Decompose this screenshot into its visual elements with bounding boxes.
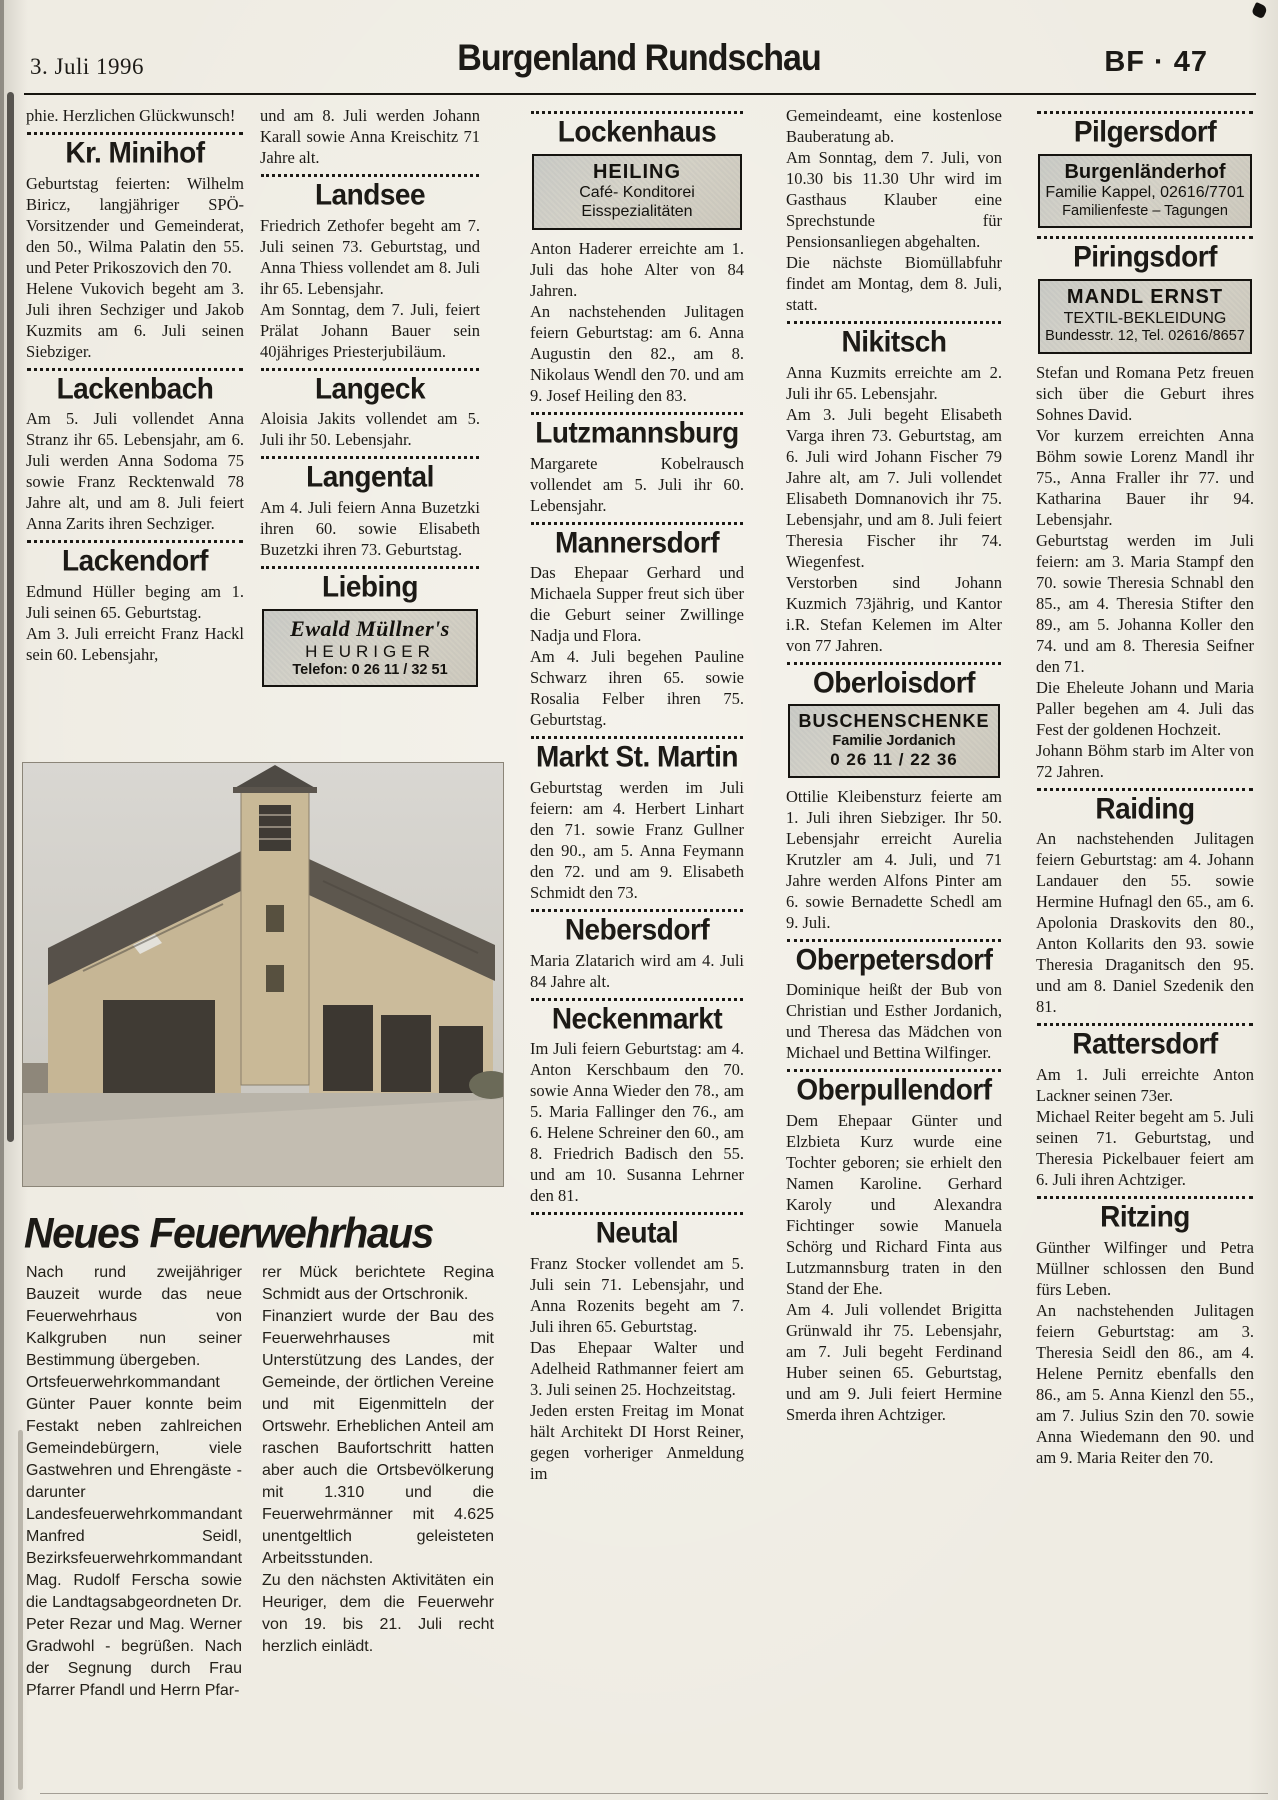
- paragraph: Dominique heißt der Bub von Christian und Esther Jordanich, und Theresa das Mädchen von Michael und Bettina Wilfinger.: [786, 980, 1002, 1063]
- dotted-divider: [1037, 111, 1253, 114]
- section-heading: Piringsdorf: [1073, 240, 1217, 274]
- paragraph: rer Mück berichtete Regina Schmidt aus der Ortschronik.: [262, 1264, 494, 1303]
- section-heading: Lockenhaus: [557, 115, 717, 148]
- section-heading: Pilgersdorf: [1073, 115, 1217, 148]
- ad-heiling: [532, 154, 742, 230]
- paragraph: Edmund Hüller beging am 1. Juli seinen 65. Geburtstag.: [26, 582, 244, 623]
- section-heading: Neckenmarkt: [551, 1001, 723, 1035]
- paragraph: Geburtstag werden im Juli feiern: am 4. Herbert Linhart den 71. sowie Franz Gullner den 90., am 5. Anna Feymann den 72. und am 9. Elisabeth Schmidt den 73.: [530, 778, 744, 903]
- dotted-divider: [27, 540, 243, 543]
- scan-spine-mark: [7, 92, 14, 1142]
- paragraph: Dem Ehepaar Günter und Elzbieta Kurz wurde eine Tochter geboren; sie erhielt den Namen Karoline. Gerhard Karoly und Alexandra Fichtinger sowie Manuela Schörg und Richard Finta aus Lutzmannsburg traten in den Stand der Ehe.: [786, 1111, 1002, 1299]
- section-kr-minihof: [26, 132, 244, 362]
- dotted-divider: [787, 1069, 1001, 1072]
- ad-mandl-name: MANDL ERNST: [1066, 285, 1224, 308]
- dotted-divider: [531, 412, 743, 415]
- paragraph: Am 1. Juli erreichte Anton Lackner seinen 73er.: [1036, 1064, 1254, 1105]
- paragraph: Ortsfeuerwehrkommandant Günter Pauer konnte beim Festakt neben zahlreichen Gemeindebürgern, viele Gastwehren und Ehrengäste - darunter Landesfeuerwehrkommandant Manfred Seidl, Bezirksfeuerwehrkommandant Mag. Rudolf Ferscha sowie die Landtagsabgeordneten Dr. Peter Rezar und Mag. Werner Gradwohl - begrüßen. Nach der Segnung durch Frau Pfarrer Pfandl und Herrn Pfar-: [26, 1374, 243, 1699]
- section-neutal: [530, 1212, 744, 1484]
- section-lutzmannsburg: [530, 412, 744, 516]
- paragraph: Anton Haderer erreichte am 1. Juli das hohe Alter von 84 Jahren.: [530, 239, 744, 301]
- paragraph: Am 5. Juli vollendet Anna Stranz ihr 65. Lebensjahr, am 6. Juli werden Anna Sodoma 75 sowie Franz Recktenwald 78 Jahre alt, und am 8. Juli feiert Anna Zarits ihren Sechziger.: [26, 409, 244, 534]
- paragraph: Ottilie Kleibensturz feierte am 1. Juli ihren Siebziger. Ihr 50. Lebensjahr erreicht Aurelia Krutzler am 4. Juli, und 71 Jahre werden Alfons Pinter am 6. sowie Bernadette Schedl am 9. Juli.: [786, 786, 1002, 932]
- dotted-divider: [787, 321, 1001, 324]
- section-heading: Oberpullendorf: [796, 1073, 992, 1107]
- paragraph: Am Sonntag, dem 7. Juli, feiert Prälat Johann Bauer sein 40jähriges Priesterjubiläum.: [260, 299, 480, 361]
- ad-heuriger-type: HEURIGER: [305, 641, 435, 661]
- dotted-divider: [531, 909, 743, 912]
- section-heading: Liebing: [321, 570, 419, 603]
- section-liebing: [260, 566, 480, 687]
- continuation-text: Gemeindeamt, eine kostenlose Bauberatung ab.: [786, 106, 1002, 146]
- paragraph: Stefan und Romana Petz freuen sich über die Geburt ihres Sohnes David.: [1036, 362, 1254, 424]
- section-heading: Oberpetersdorf: [795, 942, 993, 976]
- section-heading: Nebersdorf: [564, 913, 710, 946]
- section-lackendorf: [26, 540, 244, 665]
- ad-mandl-line: Bundesstr. 12, Tel. 02616/8657: [1045, 328, 1245, 345]
- paragraph: Maria Zlatarich wird am 4. Juli 84 Jahre alt.: [530, 950, 744, 991]
- continuation-text: phie. Herzlichen Glückwunsch!: [26, 106, 236, 125]
- section-heading: Lackendorf: [62, 544, 208, 578]
- paragraph: An nachstehenden Julitagen feiern Geburtstag: am 6. Anna Augustin den 82., am 8. Nikolaus Wendl den 70. und am 9. Josef Heiling den 83.: [530, 302, 744, 406]
- paragraph: Geburtstag werden im Juli feiern: am 3. Maria Stampf den 70. sowie Theresia Schnabl den 85., am 4. Theresia Stifter den 89., am 5. Johanna Koller den 74. und am 8. Theresia Seifner den 71.: [1036, 530, 1254, 676]
- ad-burgenlaenderhof-name: Burgenländerhof: [1064, 160, 1226, 183]
- section-raiding: [1036, 788, 1254, 1018]
- paragraph: Am 3. Juli erreicht Franz Hackl sein 60. Lebensjahr,: [26, 624, 244, 665]
- section-lockenhaus: [530, 111, 744, 406]
- section-nikitsch: [786, 321, 1002, 656]
- section-ritzing: [1036, 1196, 1254, 1468]
- paragraph: Das Ehepaar Walter und Adelheid Rathmanner feiert am 3. Juli seinen 25. Hochzeitstag.: [530, 1338, 744, 1400]
- dotted-divider: [787, 662, 1001, 665]
- dotted-divider: [531, 736, 743, 739]
- dotted-divider: [531, 998, 743, 1001]
- section-oberpetersdorf: [786, 939, 1002, 1064]
- paragraph: Jeden ersten Freitag im Monat hält Architekt DI Horst Reiner, gegen vorheriger Anmeldung im: [530, 1401, 744, 1484]
- paragraph: Zu den nächsten Aktivitäten ein Heuriger, dem die Feuerwehr von 19. bis 21. Juli recht herzlich einlädt.: [262, 1572, 494, 1655]
- section-oberpullendorf: [786, 1069, 1002, 1425]
- column-4: [786, 105, 1002, 1425]
- section-heading: Markt St. Martin: [535, 740, 739, 774]
- section-heading: Raiding: [1095, 791, 1195, 825]
- ad-heiling-line: Eisspezialitäten: [581, 203, 693, 221]
- paragraph: Finanziert wurde der Bau des Feuerwehrhauses mit Unterstützung des Landes, der Gemeinde, der örtlichen Vereine und mit Eigenmitteln der Ortswehr. Erheblichen Anteil am raschen Baufortschritt hatten aber auch die Ortsbevölkerung mit 1.310 und die Feuerwehrmänner mit 4.625 unentgeltlich geleisteten Arbeitsstunden.: [262, 1308, 494, 1567]
- paragraph: Helene Vukovich begeht am 3. Juli ihren Sechziger und Jakob Kuzmits am 6. Juli seinen Siebziger.: [26, 278, 244, 361]
- section-lackenbach: [26, 368, 244, 535]
- section-heading: Mannersdorf: [554, 525, 720, 559]
- paragraph: Die Eheleute Johann und Maria Paller begehen am 4. Juli das Fest der goldenen Hochzeit.: [1036, 677, 1254, 739]
- scan-edge-shadow: [0, 0, 4, 1800]
- ad-burgenlaenderhof-line: Familienfeste – Tagungen: [1062, 203, 1228, 220]
- dotted-divider: [531, 111, 743, 114]
- continuation-text: Am Sonntag, dem 7. Juli, von 10.30 bis 11.30 Uhr wird im Gasthaus Klauber eine Sprechstunde für Pensionsanliegen abgehalten.: [786, 148, 1002, 251]
- dotted-divider: [261, 456, 479, 459]
- header-rule: [24, 93, 1256, 95]
- column-3: [530, 105, 744, 1484]
- paragraph: Am 4. Juli begehen Pauline Schwarz ihren 65. sowie Rosalia Felber ihren 75. Geburtstag.: [530, 647, 744, 730]
- ad-buschenschenke-family: Familie Jordanich: [832, 732, 956, 749]
- paragraph: Aloisia Jakits vollendet am 5. Juli ihr 50. Lebensjahr.: [260, 409, 480, 450]
- dotted-divider: [27, 132, 243, 135]
- paragraph: Margarete Kobelrausch vollendet am 5. Juli ihr 60. Lebensjahr.: [530, 453, 744, 515]
- dotted-divider: [787, 939, 1001, 942]
- section-piringsdorf: [1036, 236, 1254, 781]
- dotted-divider: [27, 368, 243, 371]
- section-heading: Kr. Minihof: [65, 136, 205, 169]
- ad-heuriger-phone: Telefon: 0 26 11 / 32 51: [292, 661, 448, 678]
- masthead: Burgenland Rundschau: [457, 37, 821, 79]
- article-column-right: [262, 1262, 494, 1658]
- paragraph: Johann Böhm starb im Alter von 72 Jahren.: [1036, 740, 1254, 781]
- paragraph: Geburtstag feierten: Wilhelm Biricz, langjähriger SPÖ-Vorsitzender und Gemeinderat, den 50., Wilma Palatin den 55. und Peter Prikoszovich den 70.: [26, 173, 244, 277]
- ad-burgenlaenderhof-line: Familie Kappel, 02616/7701: [1045, 184, 1245, 202]
- article-column-left: [26, 1262, 242, 1702]
- fire-station-illustration: [23, 763, 503, 1186]
- section-oberloisdorf: [786, 662, 1002, 933]
- section-neckenmarkt: [530, 998, 744, 1207]
- paragraph: Michael Reiter begeht am 5. Juli seinen 71. Geburtstag, und Theresia Pickelbauer feiert am 6. Juli ihren Achtziger.: [1036, 1106, 1254, 1189]
- paragraph: Im Juli feiern Geburtstag: am 4. Anton Kerschbaum den 70. sowie Anna Wieder den 78., am 5. Maria Fallinger den 76., am 6. Helene Schreiner den 60., am 8. Friedrich Badisch den 55. und am 10. Susanna Lehrner den 81.: [530, 1039, 744, 1206]
- dotted-divider: [1037, 788, 1253, 791]
- paragraph: Friedrich Zethofer begeht am 7. Juli seinen 73. Geburtstag, und Anna Thiess vollendet am 8. Juli ihr 65. Lebensjahr.: [260, 215, 480, 298]
- section-heading: Rattersdorf: [1072, 1027, 1218, 1060]
- ad-heuriger: [262, 609, 478, 687]
- scan-bottom-edge: [40, 1793, 1268, 1794]
- paragraph: Franz Stocker vollendet am 5. Juli sein 71. Lebensjahr, und Anna Rozenits begeht am 7. Juli ihren 65. Geburtstag.: [530, 1254, 744, 1337]
- dotted-divider: [531, 1212, 743, 1215]
- ad-mandl-ernst: [1038, 279, 1252, 354]
- section-landsee: [260, 174, 480, 362]
- paragraph: Anna Kuzmits erreichte am 2. Juli ihr 65. Lebensjahr.: [786, 362, 1002, 403]
- section-langeck: [260, 368, 480, 451]
- ad-heiling-line: Café- Konditorei: [579, 184, 695, 202]
- paragraph: Günther Wilfinger und Petra Müllner schlossen den Bund fürs Leben.: [1036, 1237, 1254, 1299]
- dotted-divider: [531, 522, 743, 525]
- section-heading: Oberloisdorf: [812, 665, 975, 699]
- corner-ink-mark: [1251, 2, 1268, 19]
- section-langental: [260, 456, 480, 560]
- section-heading: Lutzmannsburg: [535, 416, 739, 449]
- paragraph: Vor kurzem erreichten Anna Böhm sowie Lorenz Mandl ihr 75., Anna Fraller ihr 77. und Katharina Bauer ihr 94. Lebensjahr.: [1036, 425, 1254, 529]
- paragraph: An nachstehenden Julitagen feiern Geburtstag: am 3. Theresia Seidl den 86., am 4. Helene Pernitz ebenfalls den 86., am 5. Anna Kienzl den 55., am 7. Julius Szin den 70. sowie Anna Wiedemann den 90. und am 9. Maria Reiter den 70.: [1036, 1300, 1254, 1467]
- section-heading: Langeck: [314, 371, 426, 405]
- feuerwehrhaus-photo: [22, 762, 504, 1187]
- section-pilgersdorf: [1036, 111, 1254, 228]
- dotted-divider: [261, 566, 479, 569]
- ad-buschenschenke-phone: 0 26 11 / 22 36: [830, 749, 958, 769]
- section-markt-st-martin: [530, 736, 744, 903]
- feature-headline: Neues Feuerwehrhaus: [24, 1209, 433, 1258]
- ad-burgenlaenderhof: [1038, 154, 1252, 229]
- section-mannersdorf: [530, 522, 744, 731]
- section-heading: Landsee: [314, 178, 426, 211]
- ad-mandl-line: TEXTIL-BEKLEIDUNG: [1063, 309, 1227, 327]
- dotted-divider: [1037, 1196, 1253, 1199]
- column-5: [1036, 105, 1254, 1468]
- section-rattersdorf: [1036, 1023, 1254, 1190]
- column-1: [26, 105, 244, 665]
- section-heading: Neutal: [595, 1216, 679, 1250]
- paragraph: Am 4. Juli vollendet Brigitta Grünwald ihr 75. Lebensjahr, am 7. Juli begeht Ferdinand Huber seinen 65. Geburtstag, und am 9. Juli feiert Hermine Smerda ihren Achtziger.: [786, 1300, 1002, 1425]
- continuation-text: und am 8. Juli werden Johann Karall sowie Anna Kreischitz 71 Jahre alt.: [260, 106, 480, 167]
- paragraph: Nach rund zweijähriger Bauzeit wurde das neue Feuerwehrhaus von Kalkgruben nun seiner Bestimmung übergeben.: [26, 1264, 242, 1369]
- paragraph: Verstorben sind Johann Kuzmich 73jährig, und Kantor i.R. Stefan Kelemen im Alter von 77 Jahren.: [786, 572, 1002, 655]
- section-heading: Ritzing: [1100, 1200, 1190, 1233]
- section-heading: Nikitsch: [841, 325, 947, 358]
- paragraph: Am 4. Juli feiern Anna Buzetzki ihren 60. sowie Elisabeth Buzetzki ihren 73. Geburtstag.: [260, 498, 480, 560]
- continuation-text: Die nächste Biomüllabfuhr findet am Montag, dem 8. Juli, statt.: [786, 253, 1002, 314]
- page-number: BF · 47: [1104, 46, 1208, 78]
- ad-heuriger-name: Ewald Müllner's: [290, 615, 450, 641]
- ad-heiling-name: HEILING: [592, 160, 682, 183]
- paragraph: Das Ehepaar Gerhard und Michaela Supper freut sich über die Geburt seiner Zwillinge Nadja und Flora.: [530, 563, 744, 646]
- section-heading: Lackenbach: [56, 371, 214, 405]
- issue-date: 3. Juli 1996: [30, 54, 144, 79]
- dotted-divider: [261, 174, 479, 177]
- paragraph: An nachstehenden Julitagen feiern Geburtstag: am 4. Johann Landauer den 55. sowie Hermine Hufnagl den 65., am 6. Apolonia Draskovits den 80., Anton Kollarits den 93. sowie Theresia Draganitsch den 95. und am 8. Daniel Szedenik den 81.: [1036, 829, 1254, 1017]
- paragraph: Am 3. Juli begeht Elisabeth Varga ihren 73. Geburtstag, am 6. Juli wird Johann Fischer 79 Jahre alt, am 7. Juli vollendet Elisabeth Domnanovich ihr 75. Lebensjahr, und am 8. Juli feiert Theresia Fischer ihr 74. Wiegenfest.: [786, 404, 1002, 571]
- scan-smudge: [18, 1430, 23, 1790]
- dotted-divider: [1037, 236, 1253, 239]
- section-heading: Langental: [306, 460, 434, 494]
- dotted-divider: [261, 368, 479, 371]
- ad-buschenschenke: [788, 704, 1000, 777]
- section-nebersdorf: [530, 909, 744, 992]
- column-2: [260, 105, 480, 695]
- ad-buschenschenke-name: BUSCHENSCHENKE: [798, 711, 990, 732]
- dotted-divider: [1037, 1023, 1253, 1026]
